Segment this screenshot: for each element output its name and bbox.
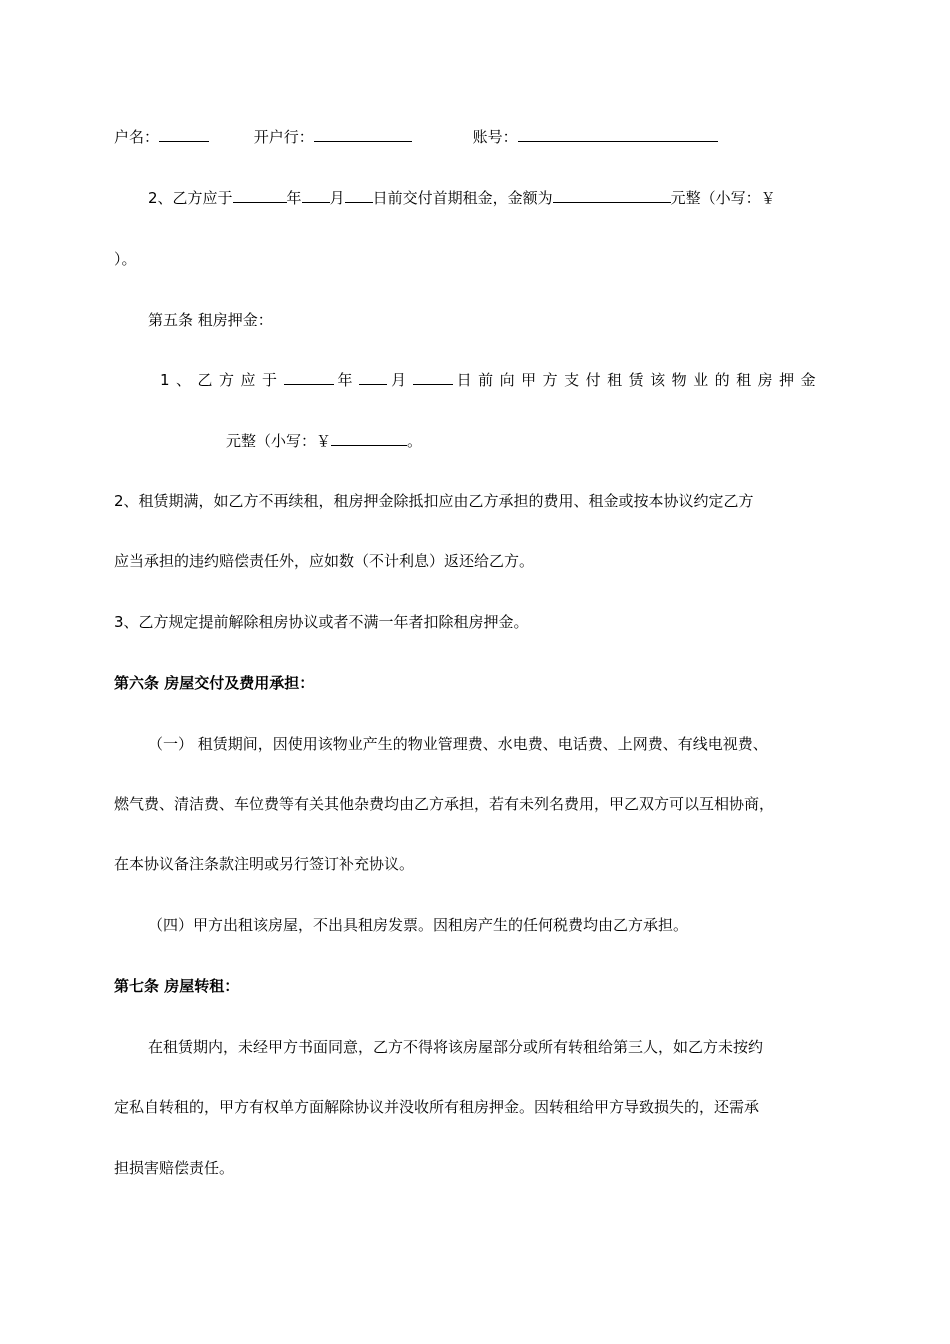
article6-item1-line2: 燃气费、清洁费、车位费等有关其他杂费均由乙方承担，若有未列名费用，甲乙双方可以互相协商， (114, 795, 775, 813)
article5-item1-year-blank (284, 370, 334, 385)
article7-heading: 第七条 房屋转租： (114, 977, 240, 995)
first-rent-text-5: 元整（小写：￥ (670, 189, 776, 207)
article7-line2: 定私自转租的，甲方有权单方面解除协议并没收所有租房押金。因转租给甲方导致损失的，还需承 (114, 1098, 760, 1116)
article5-item1-line2 (226, 431, 422, 451)
article5-item1-day-blank (413, 370, 453, 385)
first-rent-day-blank (345, 188, 373, 203)
article5-item1-text-3: 月 (391, 371, 413, 389)
article5-item1-text-4: 日前向甲方支付租赁该物业的租房押金 (456, 371, 823, 389)
first-rent-month-blank (302, 188, 330, 203)
article7-line1: 在租赁期内，未经甲方书面同意，乙方不得将该房屋部分或所有转租给第三人，如乙方未按约 (148, 1038, 764, 1056)
article5-item1-month-blank (359, 370, 387, 385)
article6-item1-line3: 在本协议备注条款注明或另行签订补充协议。 (114, 855, 415, 873)
article5-item2-line1: 2、租赁期满，如乙方不再续租，租房押金除抵扣应由乙方承担的费用、租金或按本协议约定乙方 (114, 492, 754, 510)
first-rent-amount-blank (553, 188, 671, 203)
article7-line3: 担损害赔偿责任。 (114, 1159, 235, 1177)
article5-item1-amount-blank (331, 431, 407, 446)
account-name-label: 户名： (114, 128, 160, 146)
bank-blank (314, 127, 412, 142)
article5-item1-text-2: 年 (337, 371, 360, 389)
account-line (114, 127, 718, 147)
first-rent-line (148, 188, 776, 208)
bank-label: 开户行： (253, 128, 314, 146)
first-rent-year-blank (233, 188, 287, 203)
article6-heading: 第六条 房屋交付及费用承担： (114, 674, 315, 692)
first-rent-text-1: 2、乙方应于 (148, 189, 233, 207)
first-rent-line-end (114, 249, 137, 269)
article5-item1-text-1: 1、乙方应于 (160, 371, 284, 389)
account-name-blank (159, 127, 209, 142)
article5-item1-text-6: 。 (407, 432, 423, 450)
article6-item1-line1: （一） 租赁期间，因使用该物业产生的物业管理费、水电费、电话费、上网费、有线电视费、 (148, 735, 768, 753)
article5-item1-text-5: 元整（小写：￥ (226, 432, 332, 450)
account-number-label: 账号： (472, 128, 518, 146)
article5-heading: 第五条 租房押金： (148, 311, 273, 329)
first-rent-text-3: 月 (329, 189, 345, 207)
article5-item3: 3、乙方规定提前解除租房协议或者不满一年者扣除租房押金。 (114, 613, 529, 631)
article6-item4: （四）甲方出租该房屋，不出具租房发票。因租房产生的任何税费均由乙方承担。 (148, 916, 689, 934)
first-rent-text-6: ）。 (114, 250, 137, 268)
article5-item1-line (160, 370, 822, 390)
first-rent-text-4: 日前交付首期租金，金额为 (372, 189, 553, 207)
article5-item2-line2: 应当承担的违约赔偿责任外，应如数（不计利息）返还给乙方。 (114, 552, 535, 570)
account-number-blank (518, 127, 718, 142)
first-rent-text-2: 年 (286, 189, 302, 207)
